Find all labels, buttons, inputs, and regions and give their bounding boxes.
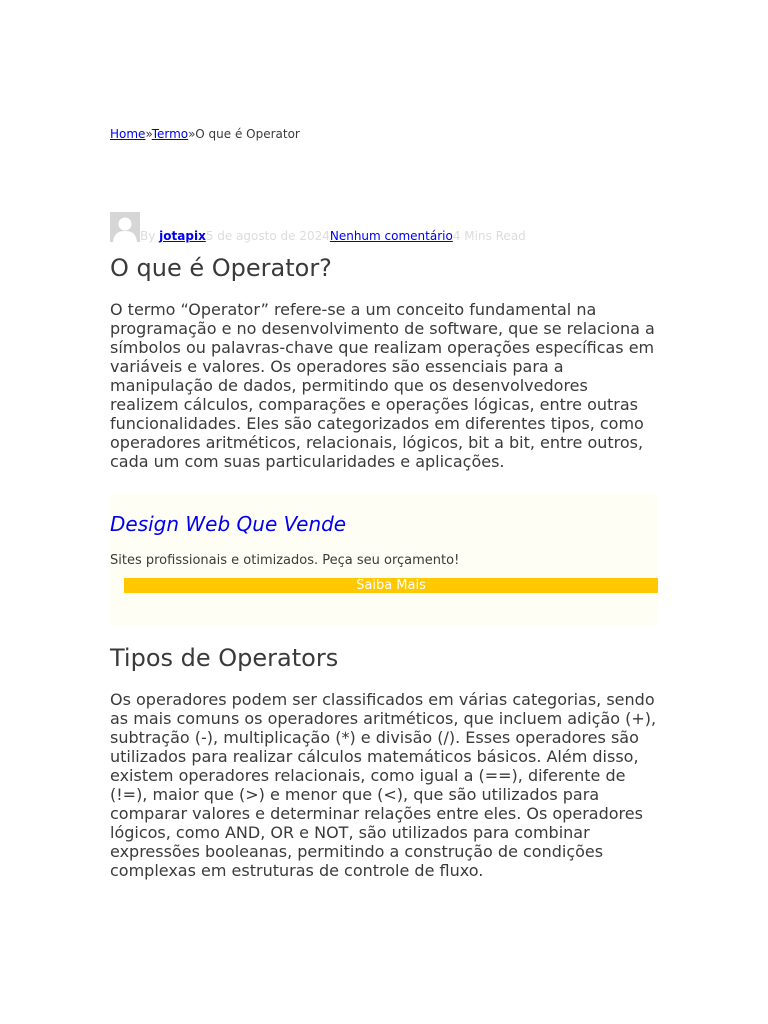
breadcrumb-termo-link[interactable]: Termo — [151, 127, 189, 141]
meta-line — [140, 229, 526, 243]
post-meta — [110, 212, 670, 244]
ad-description: Sites profissionais e otimizados. Peça seu orçamento! — [110, 553, 460, 568]
breadcrumb-separator: » — [188, 127, 196, 141]
ad-banner — [110, 494, 658, 626]
breadcrumb-current: O que é Operator — [195, 127, 300, 141]
comments-link[interactable]: Nenhum comentário — [329, 229, 453, 243]
breadcrumb — [110, 127, 300, 141]
breadcrumb-home-link[interactable]: Home — [110, 127, 146, 141]
author-avatar-icon[interactable] — [110, 212, 140, 242]
ad-title[interactable]: Design Web Que Vende — [110, 512, 347, 536]
breadcrumb-separator: » — [145, 127, 152, 141]
meta-by: By — [140, 229, 156, 243]
article-paragraph-tipos: Os operadores podem ser classificados em várias categorias, sendo as mais comuns os operadores aritméticos, que incluem adição (+), subtração (-), multiplicação (*) e divisão (/). Esses operadores são utilizados para realizar cálculos matemáticos básicos. Além disso, existem operadores relacionais, como igual a (==), diferente de (!=), maior que (>) e menor que (<), que são utilizados para comparar valores e determinar relações entre eles. Os operadores lógicos, como AND, OR e NOT, são utilizados para combinar expressões booleanas, permitindo a construção de condições complexas em estruturas de controle de fluxo. — [110, 690, 657, 880]
page-title: O que é Operator? — [110, 254, 332, 282]
post-date: 5 de agosto de 2024 — [205, 229, 330, 243]
section-heading-tipos: Tipos de Operators — [110, 644, 339, 672]
author-link[interactable]: jotapix — [159, 229, 206, 243]
read-time: 4 Mins Read — [452, 229, 526, 243]
article-paragraph-intro: O termo “Operator” refere-se a um conceito fundamental na programação e no desenvolvimento de software, que se relaciona a símbolos ou palavras-chave que realizam operações específicas em variáveis e valores. Os operadores são essenciais para a manipulação de dados, permitindo que os desenvolvedores realizem cálculos, comparações e operações lógicas, entre outras funcionalidades. Eles são categorizados em diferentes tipos, como operadores aritméticos, relacionais, lógicos, bit a bit, entre outros, cada um com suas particularidades e aplicações. — [110, 300, 655, 471]
user-silhouette-icon — [110, 212, 140, 242]
saiba-mais-button[interactable]: Saiba Mais — [124, 578, 658, 593]
